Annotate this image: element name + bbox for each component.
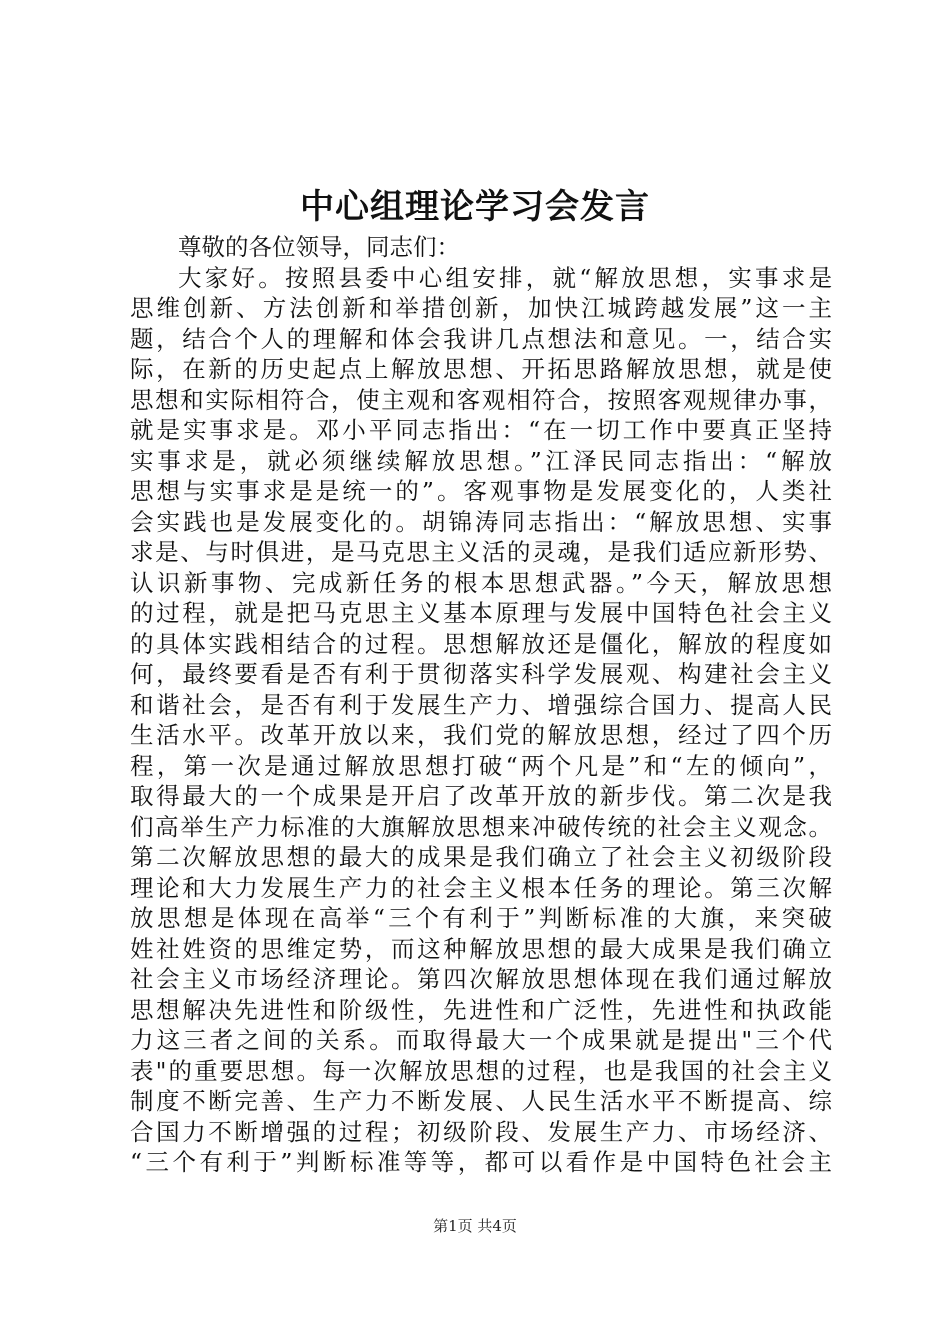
paragraph-line: 思维创新、方法创新和举措创新，加快江城跨越发展”这一主 (130, 294, 832, 322)
paragraph-line: 表"的重要思想。每一次解放思想的过程，也是我国的社会主义 (130, 1056, 832, 1085)
paragraph-line: 力这三者之间的关系。而取得最大一个成果就是提出"三个代 (130, 1026, 832, 1054)
paragraph-line: 放思想是体现在高举“三个有利于”判断标准的大旗，来突破 (130, 904, 832, 932)
paragraph-line: 和谐社会，是否有利于发展生产力、增强综合国力、提高人民 (130, 690, 832, 719)
paragraph-line: 题，结合个人的理解和体会我讲几点想法和意见。一，结合实 (130, 324, 832, 353)
paragraph-line: 实事求是，就必须继续解放思想。”江泽民同志指出：“解放 (130, 446, 832, 475)
paragraph-line: 大家好。按照县委中心组安排，就“解放思想，实事求是 (178, 263, 832, 292)
paragraph-line: 合国力不断增强的过程；初级阶段、发展生产力、市场经济、 (130, 1117, 832, 1146)
paragraph-line: 认识新事物、完成新任务的根本思想武器。”今天，解放思想 (130, 568, 832, 597)
paragraph-line: 何，最终要看是否有利于贯彻落实科学发展观、构建社会主义 (130, 660, 832, 688)
paragraph-line: “三个有利于”判断标准等等，都可以看作是中国特色社会主 (130, 1148, 832, 1176)
paragraph-line: 思想和实际相符合，使主观和客观相符合，按照客观规律办事， (130, 385, 832, 414)
paragraph-line: 姓社姓资的思维定势，而这种解放思想的最大成果是我们确立 (130, 934, 832, 963)
paragraph-line: 求是、与时俱进，是马克思主义活的灵魂，是我们适应新形势、 (130, 538, 832, 566)
paragraph-line: 制度不断完善、生产力不断发展、人民生活水平不断提高、综 (130, 1087, 832, 1115)
paragraph-line: 生活水平。改革开放以来，我们党的解放思想，经过了四个历 (130, 721, 832, 749)
document-title: 中心组理论学习会发言 (300, 187, 650, 227)
paragraph-line: 会实践也是发展变化的。胡锦涛同志指出：“解放思想、实事 (130, 507, 832, 536)
paragraph-line: 际，在新的历史起点上解放思想、开拓思路解放思想，就是使 (130, 355, 832, 383)
paragraph-line: 程，第一次是通过解放思想打破“两个凡是”和“左的倾向”， (130, 751, 832, 780)
paragraph-line: 取得最大的一个成果是开启了改革开放的新步伐。第二次是我 (130, 782, 832, 810)
page-footer: 第1页 共4页 (433, 1217, 517, 1235)
salutation: 尊敬的各位领导，同志们： (178, 233, 460, 261)
paragraph-line: 第二次解放思想的最大的成果是我们确立了社会主义初级阶段 (130, 843, 832, 871)
paragraph-line: 思想解决先进性和阶级性，先进性和广泛性，先进性和执政能 (130, 995, 832, 1024)
paragraph-line: 理论和大力发展生产力的社会主义根本任务的理论。第三次解 (130, 873, 832, 902)
paragraph-line: 们高举生产力标准的大旗解放思想来冲破传统的社会主义观念。 (130, 812, 832, 841)
paragraph-line: 社会主义市场经济理论。第四次解放思想体现在我们通过解放 (130, 965, 832, 993)
paragraph-line: 的过程，就是把马克思主义基本原理与发展中国特色社会主义 (130, 599, 832, 627)
document-body (130, 232, 832, 1178)
paragraph-line: 思想与实事求是是统一的”。客观事物是发展变化的，人类社 (130, 477, 832, 505)
paragraph-line: 的具体实践相结合的过程。思想解放还是僵化，解放的程度如 (130, 629, 832, 658)
paragraph-line: 就是实事求是。邓小平同志指出：“在一切工作中要真正坚持 (130, 416, 832, 444)
